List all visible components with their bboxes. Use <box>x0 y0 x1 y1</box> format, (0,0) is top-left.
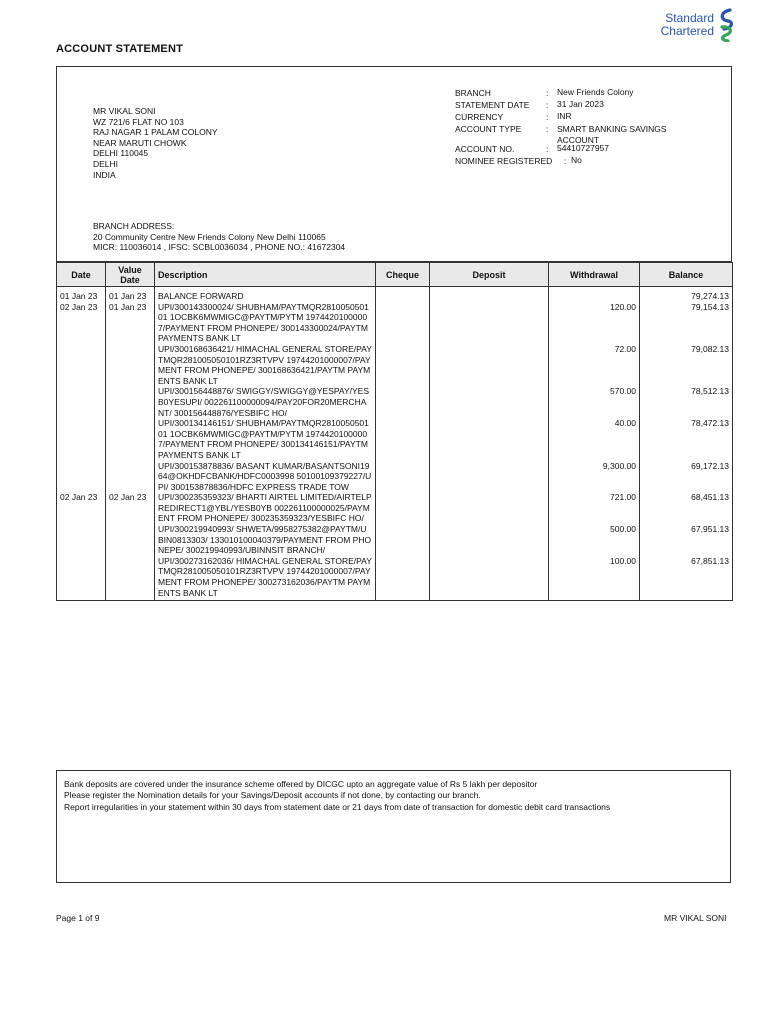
branch-address-line: 20 Community Centre New Friends Colony New Delhi 110065 <box>93 231 326 242</box>
table-row <box>57 386 733 418</box>
cell-description: BALANCE FORWARD <box>155 287 376 302</box>
cell-value-date <box>106 556 155 601</box>
customer-name: MR VIKAL SONI <box>93 106 156 116</box>
table-row <box>57 461 733 493</box>
cell-date <box>57 461 106 493</box>
cell-value-date: 01 Jan 23 <box>106 287 155 302</box>
document-title: ACCOUNT STATEMENT <box>56 43 184 55</box>
cell-cheque <box>376 386 430 418</box>
table-row <box>57 524 733 556</box>
info-value: 31 Jan 2023 <box>557 99 604 109</box>
col-header-withdrawal: Withdrawal <box>549 263 640 287</box>
cell-date <box>57 344 106 386</box>
logo-text-line1: Standard <box>665 11 714 25</box>
info-label: ACCOUNT TYPE <box>455 124 522 134</box>
address-line: DELHI 110045 <box>93 148 149 159</box>
info-label: BRANCH <box>455 88 491 98</box>
table-header-row <box>57 263 733 287</box>
cell-withdrawal: 9,300.00 <box>549 461 640 493</box>
cell-date <box>57 556 106 601</box>
cell-value-date <box>106 386 155 418</box>
cell-deposit <box>430 287 549 302</box>
col-header-description: Description <box>155 263 376 287</box>
footer-customer-name: MR VIKAL SONI <box>664 913 727 923</box>
cell-description: UPI/300143300024/ SHUBHAM/PAYTMQR281005050101 1OCBK6MWMIGC@PAYTM/PYTM 19744201000007/PAYMENT FROM PHONEPE/ 300143300024/PAYTM PAYMENTS BANK LT <box>155 302 376 344</box>
cell-value-date: 01 Jan 23 <box>106 302 155 344</box>
col-header-deposit: Deposit <box>430 263 549 287</box>
cell-value-date <box>106 418 155 460</box>
cell-deposit <box>430 461 549 493</box>
address-line: INDIA <box>93 169 116 180</box>
cell-withdrawal: 570.00 <box>549 386 640 418</box>
cell-description: UPI/300134146151/ SHUBHAM/PAYTMQR281005050101 1OCBK6MWMIGC@PAYTM/PYTM 19744201000007/PAYMENT FROM PHONEPE/ 300134146151/PAYTM PAYMENTS BANK LT <box>155 418 376 460</box>
cell-deposit <box>430 556 549 601</box>
info-label: CURRENCY <box>455 112 504 122</box>
logo-mark-icon <box>716 8 736 42</box>
info-value: INR <box>557 111 572 121</box>
branch-address-heading: BRANCH ADDRESS: <box>93 221 175 231</box>
cell-balance: 78,472.13 <box>640 418 733 460</box>
cell-deposit <box>430 386 549 418</box>
cell-balance: 79,274.13 <box>640 287 733 302</box>
logo-text-line2: Chartered <box>660 24 714 38</box>
cell-description: UPI/300156448876/ SWIGGY/SWIGGY@YESPAY/YESB0YESUPI/ 002261100000094/PAY20FOR20MERCHANT/ 300156448876/YESBIFC HO/ <box>155 386 376 418</box>
cell-value-date <box>106 524 155 556</box>
cell-withdrawal: 40.00 <box>549 418 640 460</box>
col-header-value-date: Value Date <box>106 263 155 287</box>
cell-cheque <box>376 344 430 386</box>
cell-description: UPI/300168636421/ HIMACHAL GENERAL STORE/PAYTMQR281005050101RZ3RTVPV 19744201000007/PAYMENT FROM PHONEPE/ 300168636421/PAYTM PAYMENTS BANK LT <box>155 344 376 386</box>
cell-withdrawal <box>549 287 640 302</box>
transactions-table <box>56 262 733 601</box>
address-line: DELHI <box>93 158 119 169</box>
customer-address <box>93 106 218 180</box>
cell-withdrawal: 120.00 <box>549 302 640 344</box>
cell-balance: 68,451.13 <box>640 492 733 524</box>
cell-date: 02 Jan 23 <box>57 302 106 344</box>
address-line: WZ 721/6 FLAT NO 103 <box>93 116 184 127</box>
branch-address <box>93 221 345 253</box>
info-value: No <box>571 155 582 165</box>
cell-description: UPI/300273162036/ HIMACHAL GENERAL STORE/PAYTMQR281005050101RZ3RTVPV 19744201000007/PAYMENT FROM PHONEPE/ 300273162036/PAYTM PAYMENTS BANK LT <box>155 556 376 601</box>
info-value: New Friends Colony <box>557 87 634 97</box>
info-value: SMART BANKING SAVINGS ACCOUNT <box>557 124 667 145</box>
cell-date <box>57 524 106 556</box>
cell-cheque <box>376 461 430 493</box>
cell-deposit <box>430 418 549 460</box>
table-row <box>57 418 733 460</box>
cell-date: 01 Jan 23 <box>57 287 106 302</box>
cell-cheque <box>376 492 430 524</box>
cell-cheque <box>376 302 430 344</box>
cell-cheque <box>376 556 430 601</box>
table-row <box>57 556 733 601</box>
table-row <box>57 344 733 386</box>
cell-balance: 78,512.13 <box>640 386 733 418</box>
table-row <box>57 302 733 344</box>
notes <box>64 779 610 813</box>
note-line: Report irregularities in your statement within 30 days from statement date or 21 days from date of transaction for domestic debit card transactions <box>64 801 611 812</box>
col-header-cheque: Cheque <box>376 263 430 287</box>
cell-value-date: 02 Jan 23 <box>106 492 155 524</box>
cell-cheque <box>376 418 430 460</box>
info-value: 54410727957 <box>557 143 610 153</box>
page-number: Page 1 of 9 <box>56 913 100 923</box>
info-label: ACCOUNT NO. <box>455 144 515 154</box>
cell-deposit <box>430 302 549 344</box>
cell-date <box>57 386 106 418</box>
cell-withdrawal: 721.00 <box>549 492 640 524</box>
cell-balance: 67,851.13 <box>640 556 733 601</box>
address-line: RAJ NAGAR 1 PALAM COLONY <box>93 127 218 138</box>
col-header-balance: Balance <box>640 263 733 287</box>
branch-codes-line: MICR: 110036014 , IFSC: SCBL0036034 , PHONE NO.: 41672304 <box>93 242 346 253</box>
cell-withdrawal: 72.00 <box>549 344 640 386</box>
info-label: NOMINEE REGISTERED <box>455 156 553 166</box>
table-row <box>57 492 733 524</box>
cell-balance: 79,082.13 <box>640 344 733 386</box>
cell-date <box>57 418 106 460</box>
info-label: STATEMENT DATE <box>455 100 530 110</box>
cell-withdrawal: 100.00 <box>549 556 640 601</box>
bank-logo <box>652 8 742 44</box>
col-header-date: Date <box>57 263 106 287</box>
cell-description: UPI/300153878836/ BASANT KUMAR/BASANTSONI1964@OKHDFCBANK/HDFC0003998 50100109379227/UPI/ 300153878836/HDFC EXPRESS TRADE TOW <box>155 461 376 493</box>
table-row <box>57 287 733 302</box>
cell-cheque <box>376 524 430 556</box>
cell-description: UPI/300235359323/ BHARTI AIRTEL LIMITED/AIRTELPREDIRECT1@YBL/YESB0YB 002261100000025/PAYMENT FROM PHONEPE/ 300235359323/YESBIFC HO/ <box>155 492 376 524</box>
note-line: Bank deposits are covered under the insurance scheme offered by DICGC upto an aggregate value of Rs 5 lakh per depositor <box>64 779 538 789</box>
cell-date: 02 Jan 23 <box>57 492 106 524</box>
cell-value-date <box>106 461 155 493</box>
cell-balance: 79,154.13 <box>640 302 733 344</box>
cell-description: UPI/300219940993/ SHWETA/9958275382@PAYTM/UBIN0813303/ 133010100040379/PAYMENT FROM PHONEPE/ 300219940993/UBINNSIT BRANCH/ <box>155 524 376 556</box>
cell-cheque <box>376 287 430 302</box>
cell-deposit <box>430 524 549 556</box>
cell-deposit <box>430 344 549 386</box>
cell-withdrawal: 500.00 <box>549 524 640 556</box>
cell-balance: 69,172.13 <box>640 461 733 493</box>
cell-deposit <box>430 492 549 524</box>
cell-balance: 67,951.13 <box>640 524 733 556</box>
cell-value-date <box>106 344 155 386</box>
note-line: Please register the Nomination details for your Savings/Deposit accounts if not done, by contacting our branch. <box>64 790 481 801</box>
address-line: NEAR MARUTI CHOWK <box>93 137 187 148</box>
